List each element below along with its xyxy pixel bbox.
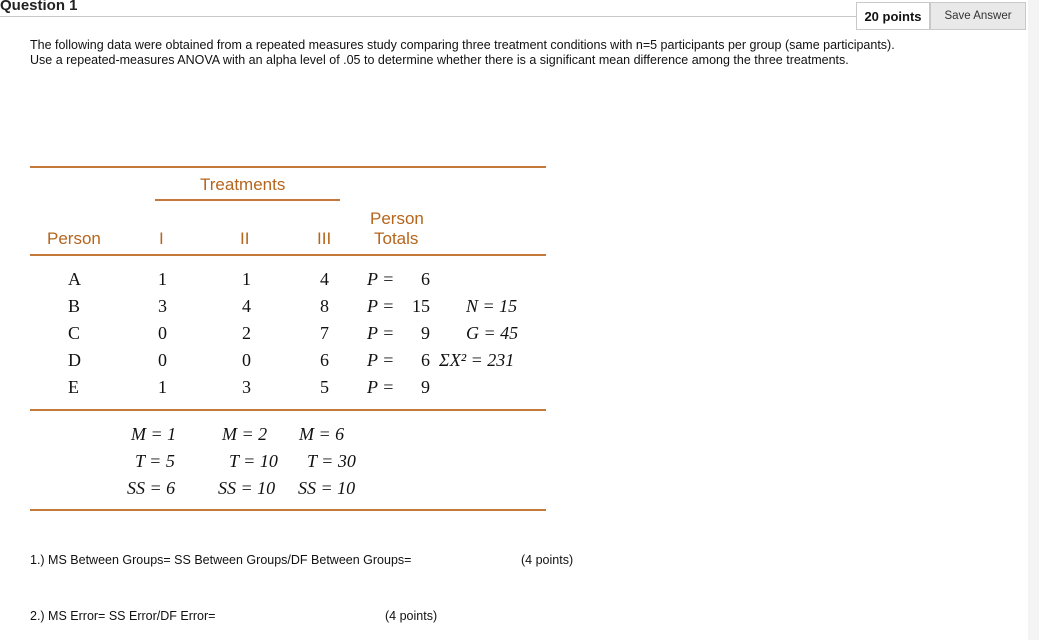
save-answer-button[interactable]: Save Answer: [930, 2, 1026, 30]
summary-sum-x-squared: ΣX² = 231: [439, 350, 515, 370]
table-cell-p-label: P =: [367, 323, 395, 343]
table-cell-t3: 5: [320, 377, 329, 397]
table-cell-t3: 7: [320, 323, 329, 343]
table-cell-t3: 4: [320, 269, 329, 289]
table-cell-t1: 1: [158, 269, 167, 289]
summary-n: N = 15: [466, 296, 518, 316]
stat-total-t2: T = 10: [229, 451, 278, 471]
column-header-iii: III: [317, 229, 332, 248]
table-cell-person: A: [68, 269, 81, 289]
prompt-line-2: Use a repeated-measures ANOVA with an alpha level of .05 to determine whether there is a significant mean difference among the three treatments.: [30, 53, 849, 67]
table-cell-t3: 6: [320, 350, 329, 370]
table-cell-p-label: P =: [367, 377, 395, 397]
table-cell-person: E: [68, 377, 79, 397]
question-2-points: (4 points): [385, 609, 438, 623]
summary-g: G = 45: [466, 323, 519, 343]
table-top-rule: [30, 166, 546, 168]
table-cell-p-label: P =: [367, 296, 395, 316]
column-header-person: Person: [47, 229, 101, 248]
table-cell-t2: 3: [242, 377, 251, 397]
table-cell-t2: 1: [242, 269, 251, 289]
table-cell-p-value: 6: [421, 269, 430, 289]
question-title: Question 1: [0, 0, 78, 14]
table-cell-t2: 0: [242, 350, 251, 370]
question-1-text: 1.) MS Between Groups= SS Between Groups/DF Between Groups=: [30, 553, 412, 567]
stat-ss-t3: SS = 10: [298, 478, 356, 498]
table-cell-t1: 3: [158, 296, 167, 316]
header-divider: [0, 16, 856, 17]
table-bottom-rule: [30, 509, 546, 511]
table-cell-p-value: 9: [421, 323, 430, 343]
question-1-points: (4 points): [521, 553, 574, 567]
question-prompt: [30, 38, 1020, 68]
treatments-header: Treatments: [200, 175, 286, 194]
stat-total-t1: T = 5: [135, 451, 175, 471]
column-header-ii: II: [240, 229, 250, 248]
table-cell-t1: 0: [158, 350, 167, 370]
treatments-rule: [155, 199, 340, 201]
table-cell-t2: 2: [242, 323, 251, 343]
column-header-person-totals-1: Person: [370, 209, 424, 228]
table-cell-t1: 0: [158, 323, 167, 343]
stat-total-t3: T = 30: [307, 451, 356, 471]
points-badge: 20 points: [856, 2, 930, 30]
table-cell-person: C: [68, 323, 81, 343]
table-cell-p-value: 9: [421, 377, 430, 397]
table-cell-p-label: P =: [367, 269, 395, 289]
stat-ss-t2: SS = 10: [218, 478, 276, 498]
header-bottom-rule: [30, 254, 546, 256]
table-cell-p-value: 6: [421, 350, 430, 370]
prompt-line-1: The following data were obtained from a repeated measures study comparing three treatment conditions with n=5 participants per group (same participants).: [30, 38, 895, 52]
table-cell-person: D: [68, 350, 81, 370]
table-cell-p-label: P =: [367, 350, 395, 370]
table-cell-t3: 8: [320, 296, 329, 316]
table-cell-t1: 1: [158, 377, 167, 397]
table-cell-p-value: 15: [412, 296, 430, 316]
stat-ss-t1: SS = 6: [127, 478, 176, 498]
stat-mean-t1: M = 1: [131, 424, 177, 444]
question-2-text: 2.) MS Error= SS Error/DF Error=: [30, 609, 216, 623]
table-cell-person: B: [68, 296, 81, 316]
table-cell-t2: 4: [242, 296, 251, 316]
stat-mean-t2: M = 2: [222, 424, 268, 444]
column-header-person-totals-2: Totals: [374, 229, 419, 248]
body-bottom-rule: [30, 409, 546, 411]
stat-mean-t3: M = 6: [299, 424, 345, 444]
column-header-i: I: [159, 229, 164, 248]
